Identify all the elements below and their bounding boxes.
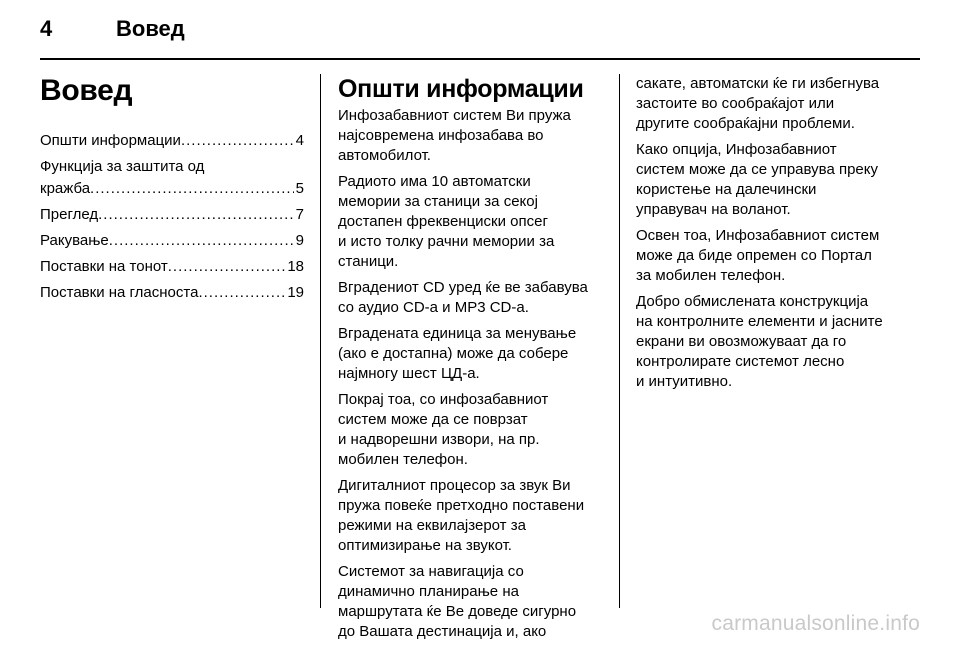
watermark: carmanualsonline.info (711, 612, 920, 635)
header-title: Вовед (116, 16, 185, 41)
toc-entry[interactable] (40, 156, 304, 200)
body-paragraph: сакате, автоматски ќе ги избегнува застоите во сообраќајот или другите сообраќајни проблеми. (636, 75, 880, 132)
toc-entry[interactable] (40, 282, 304, 304)
general-info-column (338, 74, 604, 648)
toc-entry[interactable] (40, 204, 304, 226)
body-paragraph: Како опција, Инфозабавниот систем може да се управува преку користење на далечински управувач на воланот. (636, 141, 878, 218)
body-paragraph: Вградениот CD уред ќе ве забавува со аудио CD-а и MP3 CD-а. (338, 279, 588, 316)
column-divider (619, 74, 620, 608)
toc-entry-page: 7 (295, 206, 304, 223)
toc-column (40, 74, 304, 308)
body-paragraph: Покрај тоа, со инфозабавниот систем може да се поврзат и надворешни извори, на пр. мобилен телефон. (338, 391, 549, 468)
header-rule (40, 58, 920, 60)
toc-entry[interactable] (40, 256, 304, 278)
toc-leader-dots (90, 178, 294, 200)
toc-entry-page: 4 (295, 132, 304, 149)
continued-column (636, 74, 904, 398)
toc-leader-dots (98, 204, 294, 226)
toc-entry-page: 19 (287, 284, 304, 301)
body-paragraph: Радиото има 10 автоматски мемории за станици за секој достапен фреквенциски опсег и исто толку рачни мемории за станици. (338, 173, 555, 270)
toc-entry[interactable] (40, 130, 304, 152)
body-paragraph: Системот за навигација со динамично планирање на маршрутата ќе Ве доведе сигурно до Вашата дестинација и, ако (338, 563, 577, 640)
body-paragraph: Освен тоа, Инфозабавниот систем може да биде опремен со Портал за мобилен телефон. (636, 227, 880, 284)
body-paragraph: Дигиталниот процесор за звук Ви пружа повеќе претходно поставени режими на еквилајзерот за оптимизирање на звукот. (338, 477, 585, 554)
toc-entry-label-line1: Функција за заштита од (40, 158, 205, 175)
body-paragraph: Вградената единица за менување (ако е достапна) може да собере најмногу шест ЦД-а. (338, 325, 577, 382)
table-of-contents (40, 130, 304, 304)
toc-entry-label: Ракување (40, 232, 109, 249)
toc-leader-dots (181, 130, 294, 152)
body-paragraph: Инфозабавниот систем Ви пружа најсовремена инфозабава во автомобилот. (338, 107, 571, 164)
toc-leader-dots (198, 282, 285, 304)
section-title: Општи информации (338, 75, 584, 103)
body-paragraph: Добро обмислената конструкција на контролните елементи и јасните екрани ви овозможуваат да го контролирате системот лесно и интуитивно. (636, 293, 883, 390)
toc-entry-label: Поставки на гласноста (40, 284, 199, 301)
toc-entry-label: кражба (40, 180, 91, 197)
column-divider (320, 74, 321, 608)
page-header (40, 16, 920, 44)
chapter-title: Вовед (40, 74, 133, 107)
toc-entry-label: Поставки на тонот (40, 258, 168, 275)
toc-entry-page: 18 (287, 258, 304, 275)
toc-entry-page: 5 (295, 180, 304, 197)
toc-leader-dots (168, 256, 286, 278)
toc-entry-label: Преглед (40, 206, 99, 223)
toc-leader-dots (109, 230, 294, 252)
page-number: 4 (40, 16, 53, 41)
toc-entry-page: 9 (295, 232, 304, 249)
toc-entry[interactable] (40, 230, 304, 252)
toc-entry-label: Општи информации (40, 132, 181, 149)
